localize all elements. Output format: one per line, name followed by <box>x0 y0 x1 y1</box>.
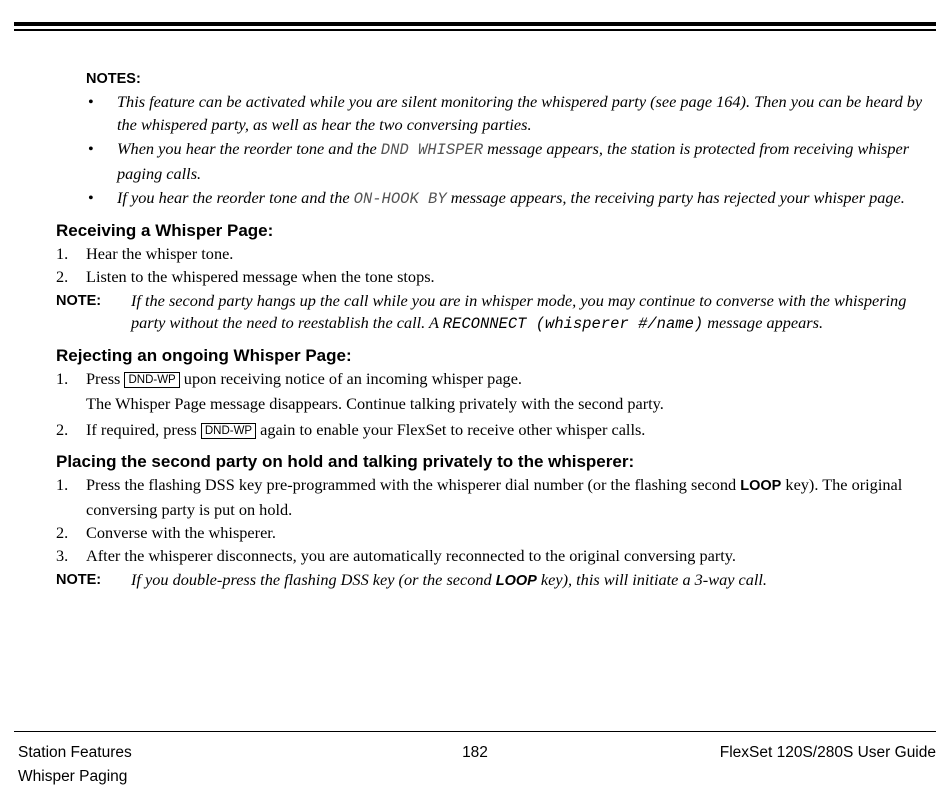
list-item: 2. Listen to the whispered message when the tone stops. <box>56 267 435 286</box>
display-message: ON-HOOK BY <box>353 190 447 208</box>
section-heading-receiving: Receiving a Whisper Page: <box>56 221 274 240</box>
list-item: 1. Press DND-WP upon receiving notice of an incoming whisper page. <box>56 369 522 388</box>
bullet-icon: • <box>88 92 94 111</box>
header-rule-thick <box>14 22 936 26</box>
footer-section: Station Features <box>18 744 132 761</box>
rejecting-steps <box>56 367 936 390</box>
placing-note: NOTE: If you double-press the flashing DSS key (or the second LOOP key), this will initiate a 3-way call. <box>56 570 767 589</box>
header-rule-thin <box>14 29 936 31</box>
loop-key-label: LOOP <box>740 478 782 494</box>
section-heading-rejecting: Rejecting an ongoing Whisper Page: <box>56 346 352 365</box>
notes-label: NOTES: <box>86 71 141 87</box>
list-item: 3. After the whisperer disconnects, you are automatically reconnected to the original conversing party. <box>56 546 736 565</box>
dnd-wp-key: DND-WP <box>124 372 179 388</box>
loop-key-label: LOOP <box>495 573 537 589</box>
list-item: • If you hear the reorder tone and the ON-HOOK BY message appears, the receiving party has rejected your whisper page. <box>88 188 905 208</box>
note-label: NOTE: <box>56 572 102 588</box>
bullet-icon: • <box>88 188 94 207</box>
list-item: 2. If required, press DND-WP again to enable your FlexSet to receive other whisper calls. <box>56 420 646 439</box>
footer-guide-title: FlexSet 120S/280S User Guide <box>719 744 936 761</box>
list-item: 1. Press the flashing DSS key pre-programmed with the whisperer dial number (or the flashing second LOOP key). The original conversing party is put on hold. <box>56 475 903 519</box>
footer-rule <box>14 731 936 732</box>
dnd-wp-key: DND-WP <box>201 423 256 439</box>
footer-subsection: Whisper Paging <box>18 768 128 785</box>
receiving-steps <box>56 242 936 288</box>
rejecting-steps-2 <box>56 418 936 441</box>
list-item: • When you hear the reorder tone and the DND WHISPER message appears, the station is protected from receiving whisper paging calls. <box>88 139 910 183</box>
section-heading-placing: Placing the second party on hold and talking privately to the whisperer: <box>56 452 635 471</box>
display-message: RECONNECT (whisperer #/name) <box>442 315 704 333</box>
receiving-note: NOTE: If the second party hangs up the call while you are in whisper mode, you may continue to converse with the whispering party without the need to reestablish the call. A RECONNECT (whisperer #/name) message appears. <box>56 291 907 333</box>
notes-list <box>56 90 936 211</box>
page-number: 182 <box>462 744 488 761</box>
bullet-icon: • <box>88 139 94 158</box>
step-result: The Whisper Page message disappears. Continue talking privately with the second party. <box>86 394 664 413</box>
list-item: • This feature can be activated while you are silent monitoring the whispered party (see page 164). Then you can be heard by the whispered party, as well as hear the two conversing parties. <box>88 92 923 134</box>
placing-steps <box>56 473 936 567</box>
list-item: 2. Converse with the whisperer. <box>56 523 276 542</box>
page-content <box>56 68 936 592</box>
display-message: DND WHISPER <box>380 141 484 159</box>
list-item: 1. Hear the whisper tone. <box>56 244 234 263</box>
note-label: NOTE: <box>56 293 102 309</box>
